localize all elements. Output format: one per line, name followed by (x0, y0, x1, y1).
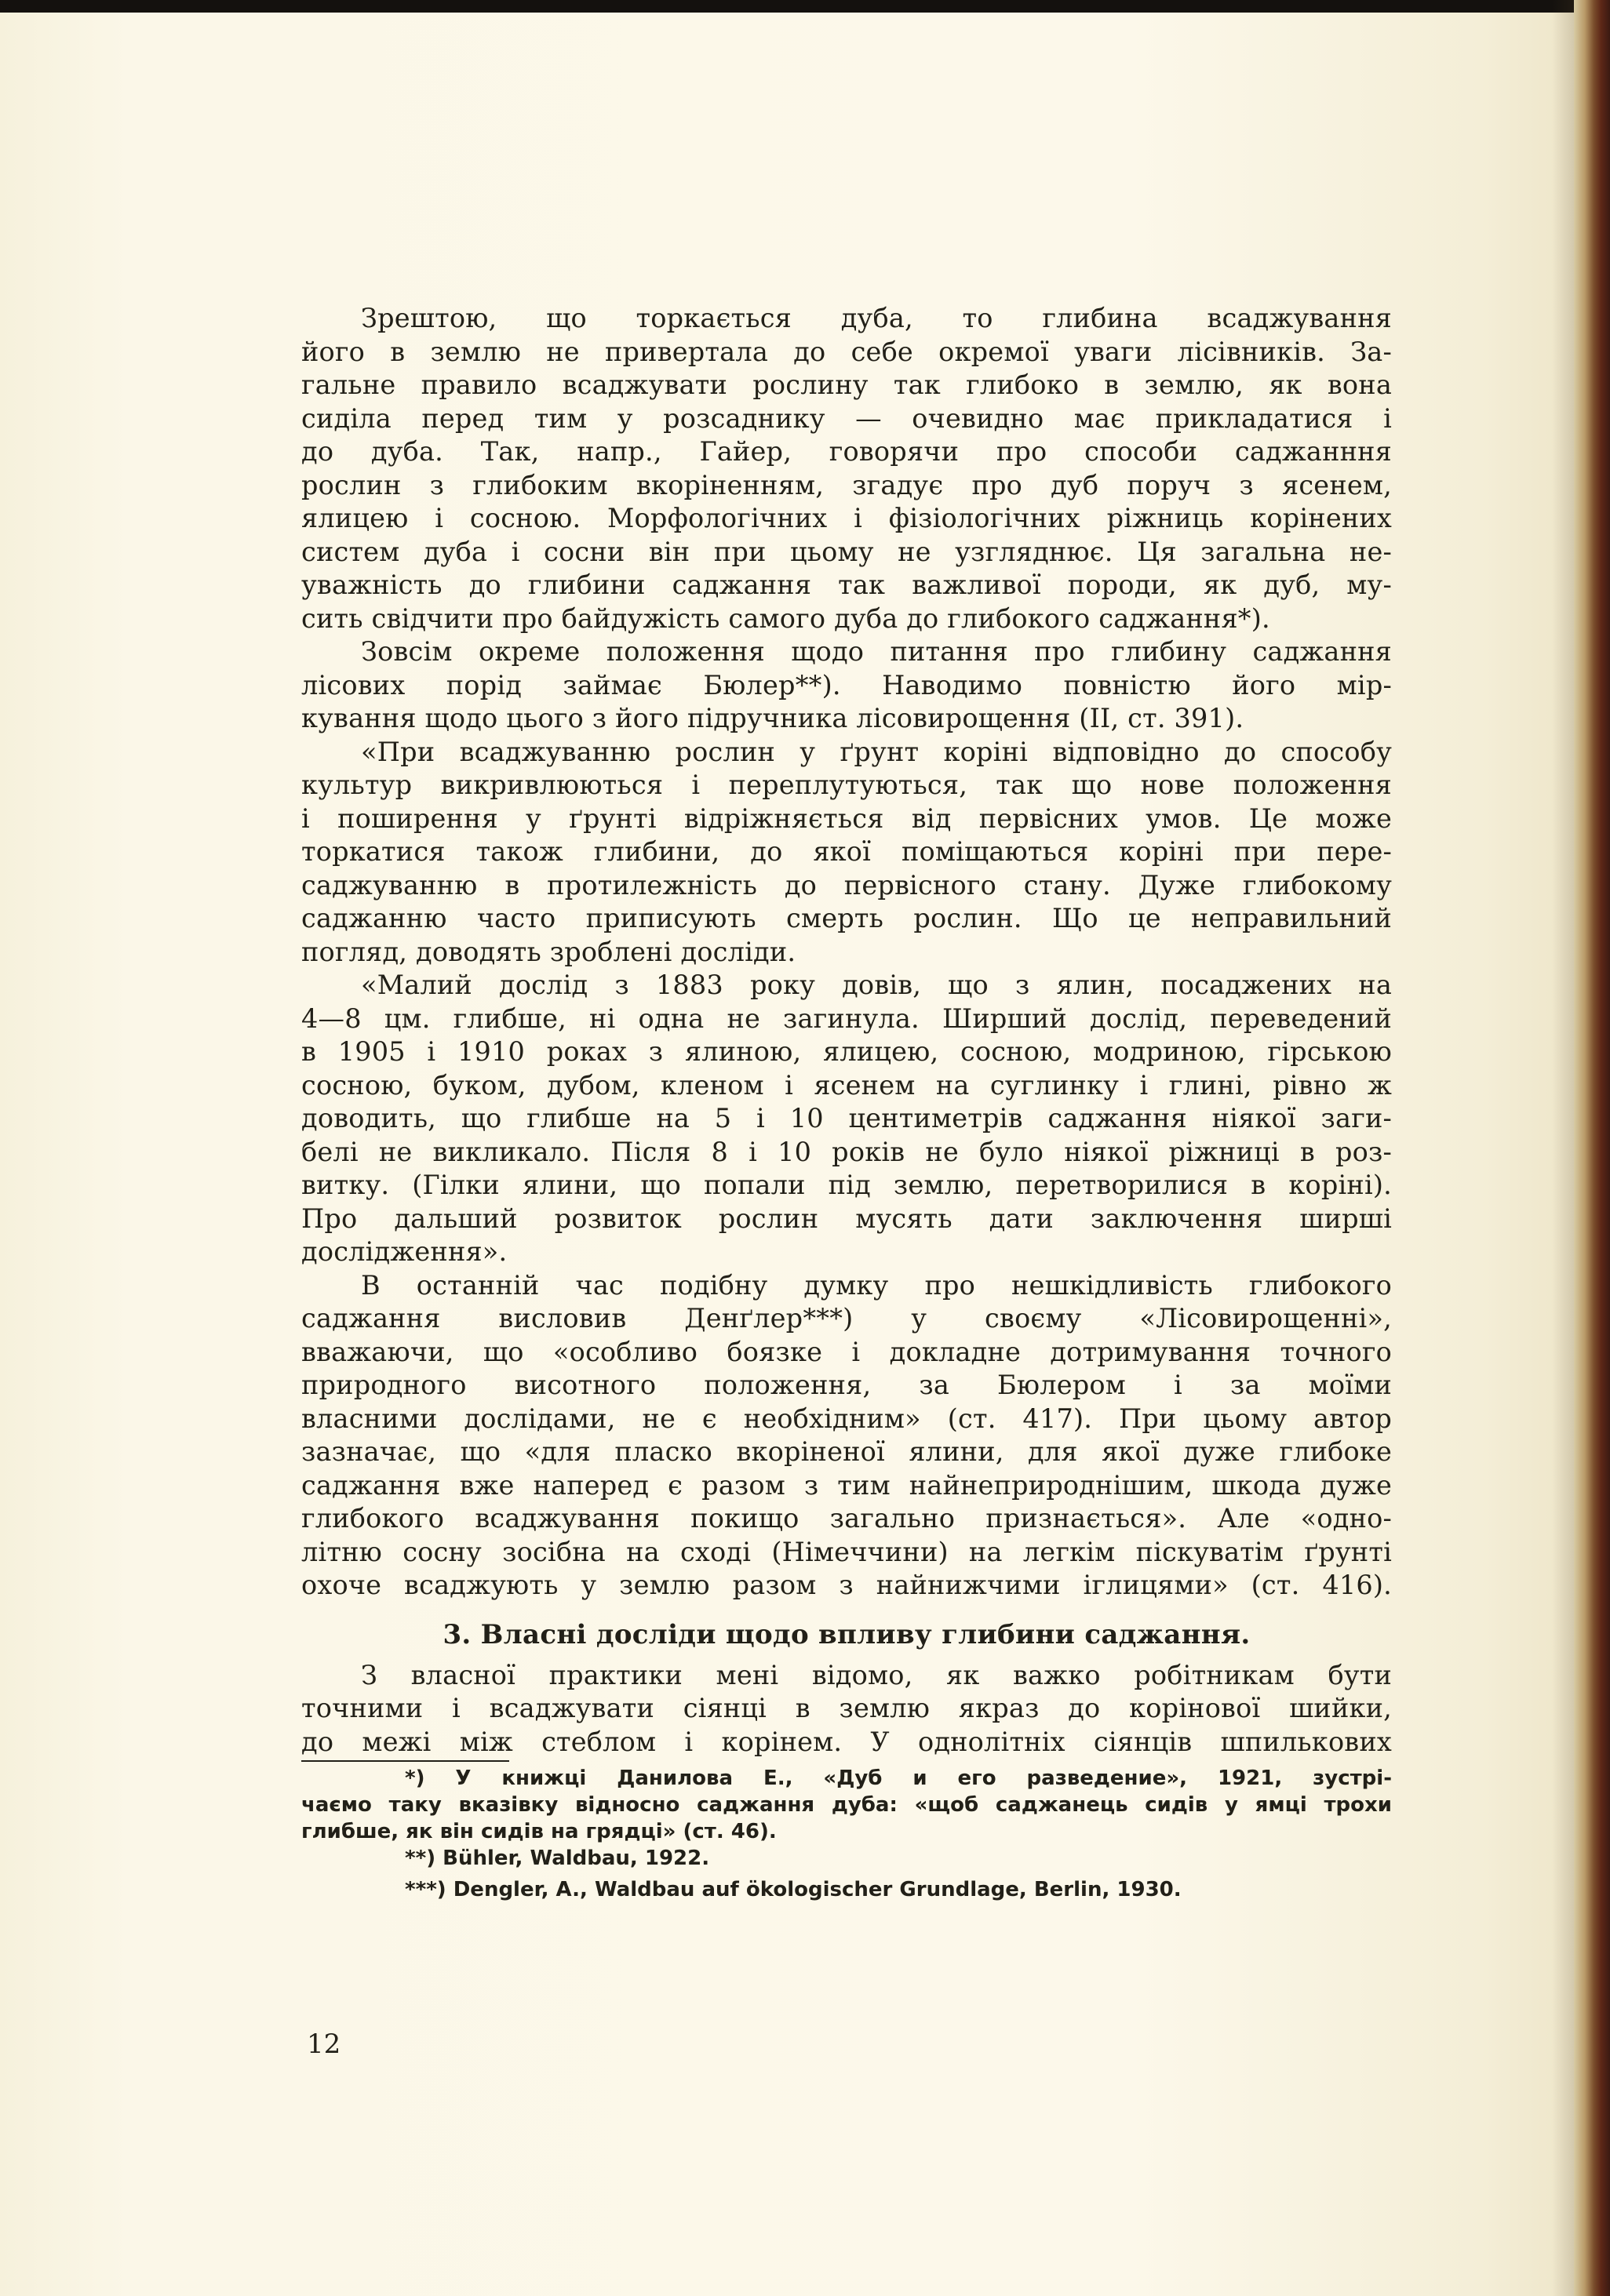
text-line: вважаючи, що «особливо боязке і докладне дотримування точного (301, 1336, 1392, 1367)
text-line: погляд, доводять зроблені досліди. (301, 936, 796, 967)
text-line: його в землю не привертала до себе окремої уваги лісівників. За- (301, 336, 1392, 367)
text-line: в 1905 і 1910 роках з ялиною, ялицею, сосною, модриною, гірською (301, 1036, 1392, 1067)
text-line: белі не викликало. Після 8 і 10 років не було ніякої ріжниці в роз- (301, 1136, 1392, 1167)
text-line: природного висотного положення, за Бюлером і за моїми (301, 1370, 1392, 1400)
text-line: і поширення у ґрунті відріжняється від первісних умов. Це може (301, 802, 1392, 834)
text-line: Зовсім окреме положення щодо питання про глибину саджання (361, 636, 1392, 667)
text-line: 4—8 цм. глибше, ні одна не загинула. Ширший дослід, переведений (301, 1002, 1392, 1034)
footnote-line: *) У книжці Данилова Е., «Дуб и его разведение», 1921, зустрі- (405, 1767, 1392, 1790)
text-line: Про дальший розвиток рослин мусять дати заключення ширші (301, 1203, 1392, 1234)
footnote-rule (301, 1760, 509, 1762)
text-line: культур викривлюються і переплутуються, так що нове положення (301, 770, 1392, 800)
text-line: «Малий дослід з 1883 року довів, що з ялин, посаджених на (361, 970, 1392, 1000)
text-line: В останній час подібну думку про нешкідливість глибокого (361, 1269, 1392, 1301)
text-line: сосною, буком, дубом, кленом і ясенем на суглинку і глині, рівно ж (301, 1069, 1392, 1101)
text-line: витку. (Гілки ялини, що попали під землю, перетворилися в коріні). (301, 1170, 1392, 1200)
text-line: кування щодо цього з його підручника лісовирощення (II, ст. 391). (301, 703, 1244, 733)
text-line: глибокого всаджування покищо загально признається». Але «одно- (301, 1503, 1392, 1534)
scan-top-edge (0, 0, 1610, 13)
footnote-line: глибше, як він сидів на грядці» (ст. 46). (301, 1820, 777, 1843)
text-line: дослідження». (301, 1236, 508, 1267)
text-line: систем дуба і сосни він при цьому не узгляднює. Ця загальна не- (301, 536, 1392, 567)
text-line: саджанню часто приписують смерть рослин. Що це неправильний (301, 903, 1392, 933)
footnote-line: **) Bühler, Waldbau, 1922. (405, 1847, 710, 1870)
text-line: саджання висловив Денґлер***) у своєму «Лісовирощенні», (301, 1303, 1392, 1334)
text-line: сить свідчити про байдужість самого дуба до глибокого саджання*). (301, 602, 1270, 634)
page-content (301, 302, 1392, 1903)
page-number: 12 (307, 2029, 341, 2060)
text-line: охоче всаджують у землю разом з найнижчими іглицями» (ст. 416). (301, 1570, 1392, 1600)
text-line: власними дослідами, не є необхідним» (ст. 417). При цьому автор (301, 1403, 1392, 1434)
text-line: З власної практики мені відомо, як важко робітникам бути (361, 1659, 1392, 1690)
text-line: уважність до глибини саджання так важливої породи, як дуб, му- (301, 569, 1392, 600)
text-line: торкатися також глибини, до якої поміщаються коріні при пере- (301, 836, 1392, 867)
binding-shadow (1552, 0, 1574, 2296)
footnote-line: чаємо таку вказівку відносно саджання дуба: «щоб саджанець сидів у ямці трохи (301, 1793, 1392, 1817)
text-line: саджуванню в протилежність до первісного стану. Дуже глибокому (301, 869, 1392, 901)
text-line: ялицею і сосною. Морфологічних і фізіологічних ріжниць корінених (301, 503, 1392, 533)
text-line: до дуба. Так, напр., Гайер, говорячи про способи саджанння (301, 436, 1392, 467)
text-line: літню сосну зосібна на сході (Німеччини) на легкім піскуватім ґрунті (301, 1536, 1392, 1567)
text-line: сиділа перед тим у розсаднику — очевидно має прикладатися і (301, 402, 1392, 434)
text-line: саджання вже наперед є разом з тим найнеприроднішим, шкода дуже (301, 1469, 1392, 1501)
section-heading: 3. Власні досліди щодо впливу глибини саджання. (443, 1618, 1251, 1650)
text-line: зазначає, що «для пласко вкоріненої ялини, для якої дуже глибоке (301, 1436, 1392, 1467)
text-line: рослин з глибоким вкоріненням, згадує про дуб поруч з ясенем, (301, 469, 1392, 500)
text-line: лісових порід займає Бюлер**). Наводимо повністю його мір- (301, 669, 1392, 700)
text-line: «При всаджуванню рослин у ґрунт коріні відповідно до способу (361, 736, 1392, 767)
text-line: до межі між стеблом і корінем. У однолітніх сіянців шпилькових (301, 1726, 1392, 1757)
text-line: Зрештою, що торкається дуба, то глибина всаджування (361, 303, 1392, 333)
footnote-line: ***) Dengler, A., Waldbau auf ökologischer Grundlage, Berlin, 1930. (405, 1878, 1182, 1901)
text-line: доводить, що глибше на 5 і 10 центиметрів саджання ніякої заги- (301, 1103, 1392, 1133)
text-line: точними і всаджувати сіянці в землю якраз до корінової шийки, (301, 1693, 1392, 1723)
book-spine-edge (1574, 0, 1610, 2296)
text-line: гальне правило всаджувати рослину так глибоко в землю, як вона (301, 369, 1392, 400)
